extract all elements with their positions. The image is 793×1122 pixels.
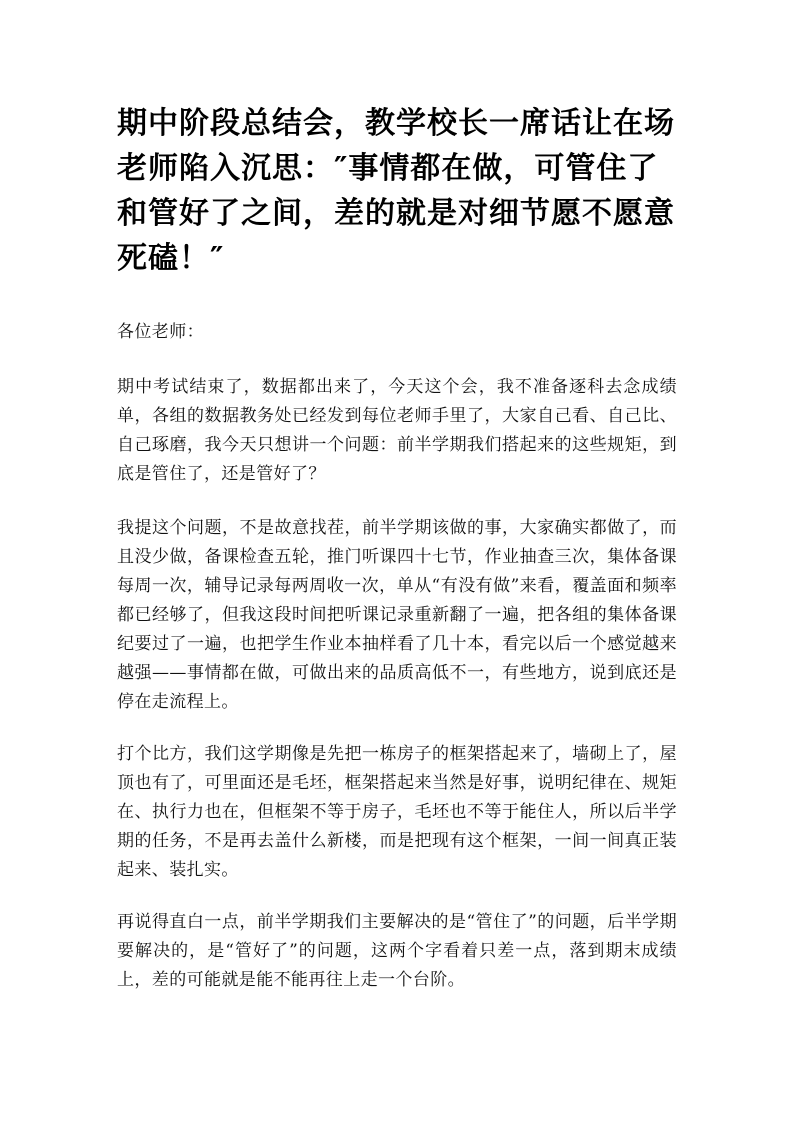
paragraph-4: 再说得直白一点，前半学期我们主要解决的是“管住了”的问题，后半学期要解决的，是“管好了”的问题，这两个字看着只差一点，落到期末成绩上，差的可能就是能不能再往上走一个台阶。 <box>117 912 677 990</box>
paragraph-1: 期中考试结束了，数据都出来了，今天这个会，我不准备逐科去念成绩单，各组的数据教务处已经发到每位老师手里了，大家自己看、自己比、自己琢磨，我今天只想讲一个问题：前半学期我们搭起来的这些规矩，到底是管住了，还是管好了？ <box>117 377 677 484</box>
salutation: 各位老师： <box>117 322 204 342</box>
article-title: 期中阶段总结会，教学校长一席话让在场老师陷入沉思：″事情都在做，可管住了和管好了之间，差的就是对细节愿不愿意死磕！″ <box>117 106 675 276</box>
paragraph-2: 我提这个问题，不是故意找茬，前半学期该做的事，大家确实都做了，而且没少做，备课检查五轮，推门听课四十七节，作业抽查三次，集体备课每周一次，辅导记录每两周收一次，单从“有没有做”来看，覆盖面和频率都已经够了，但我这段时间把听课记录重新翻了一遍，把各组的集体备课纪要过了一遍，也把学生作业本抽样看了几十本，看完以后一个感觉越来越强——事情都在做，可做出来的品质高低不一，有些地方，说到底还是停在走流程上。 <box>117 518 677 712</box>
paragraph-3: 打个比方，我们这学期像是先把一栋房子的框架搭起来了，墙砌上了，屋顶也有了，可里面还是毛坯，框架搭起来当然是好事，说明纪律在、规矩在、执行力也在，但框架不等于房子，毛坯也不等于能住人，所以后半学期的任务，不是再去盖什么新楼，而是把现有这个框架，一间一间真正装起来、装扎实。 <box>117 744 677 880</box>
